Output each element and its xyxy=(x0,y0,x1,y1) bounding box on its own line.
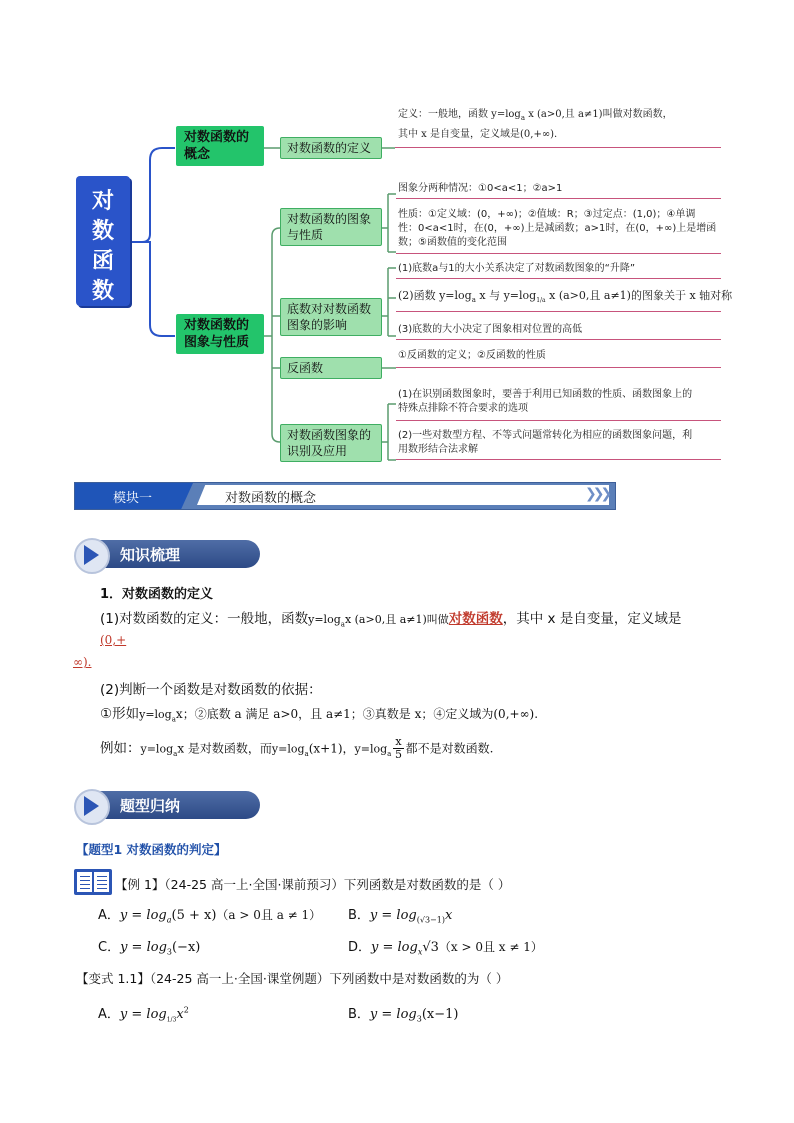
mindmap-root xyxy=(76,176,130,306)
opt-letter: C． xyxy=(98,940,121,955)
module-title: 对数函数的概念 xyxy=(225,491,317,506)
p4-frac-den: 5 xyxy=(394,748,402,761)
node-base-label-2: 图象的影响 xyxy=(287,318,348,332)
divider xyxy=(396,253,721,254)
module-bar xyxy=(74,482,616,510)
root-char-2: 数 xyxy=(91,219,114,244)
knowledge-p1-domain-b: ∞). xyxy=(73,655,92,669)
opt-letter: D． xyxy=(348,940,372,955)
opt-cond: （x > 0且 x ≠ 1） xyxy=(438,940,543,954)
divider xyxy=(396,420,721,421)
node-base-influence xyxy=(280,298,382,336)
p1-text-b: x (a>0,且 a≠1)叫做 xyxy=(344,613,449,626)
p4-sub1: a xyxy=(173,750,178,759)
branch-graph-property xyxy=(176,314,264,354)
node-base-label-1: 底数对对数函数 xyxy=(287,302,372,316)
p4-text-b: x 是对数函数，而 xyxy=(177,741,272,756)
play-icon xyxy=(74,789,110,825)
p4-fn2: y=log xyxy=(271,742,305,756)
ex1-option-d[interactable] xyxy=(348,936,543,957)
opt-arg: √3 xyxy=(422,940,439,955)
p4-text-d: 都不是对数函数. xyxy=(405,741,494,756)
note-property-3: 数；⑤函数值的变化范围 xyxy=(398,237,507,248)
divider xyxy=(396,459,721,460)
knowledge-p3 xyxy=(100,702,538,724)
divider xyxy=(396,311,721,312)
opt-sub: x xyxy=(417,947,423,957)
p3-text-b: x；②底数 a 满足 a>0，且 a≠1；③真数是 x；④定义域为(0,+∞). xyxy=(175,707,539,721)
node-inverse-label: 反函数 xyxy=(287,361,324,375)
opt-arg: x xyxy=(176,1007,184,1022)
branch-graph-line1: 对数函数的 xyxy=(184,318,250,333)
example1-stem: 【例 1】（24-25 高一上·全国·课前预习）下列函数是对数函数的是（ ） xyxy=(115,877,511,892)
note-base-2-sub2: 1/a xyxy=(536,297,546,305)
note-base-1: (1)底数a与1的大小关系决定了对数函数图象的“升降” xyxy=(398,263,636,274)
knowledge-p1 xyxy=(100,607,681,629)
p4-sub2: a xyxy=(304,750,309,759)
variant1-stem: 【变式 1.1】（24-25 高一上·全国·课堂例题）下列函数中是对数函数的为（ ） xyxy=(76,971,509,986)
p1-sub: a xyxy=(340,620,345,629)
ex1-option-c[interactable] xyxy=(98,936,200,957)
note-property-1: 性质：①定义域：(0，+∞)；②值域：R；③过定点：(1,0)；④单调 xyxy=(398,209,696,220)
section-knowledge-title: 知识梳理 xyxy=(120,546,181,564)
knowledge-p1-domain-a: (0,+ xyxy=(100,633,127,647)
section-types-title: 题型归纳 xyxy=(120,797,181,815)
p1-text-c: ，其中 x 是自变量，定义域是 xyxy=(502,611,682,627)
divider xyxy=(396,367,721,368)
note-inverse: ①反函数的定义；②反函数的性质 xyxy=(398,350,546,361)
opt-sub: (√3−1) xyxy=(416,915,445,925)
opt-arg: (−x) xyxy=(171,940,201,955)
branch-concept-line1: 对数函数的 xyxy=(184,130,250,145)
p4-text-a: 例如： xyxy=(100,740,141,757)
section-knowledge-header xyxy=(74,538,260,570)
book-icon xyxy=(74,867,112,897)
opt-eq: y = log xyxy=(371,940,418,955)
type1-title: 【题型1 对数函数的判定】 xyxy=(76,842,227,857)
note-def-text: 定义：一般地，函数 y=log xyxy=(398,109,521,120)
divider xyxy=(396,278,721,279)
var1-option-b[interactable] xyxy=(348,1003,458,1024)
note-base-2c: x (a>0,且 a≠1)的图象关于 x 轴对称 xyxy=(545,289,733,302)
note-base-3: (3)底数的大小决定了图象相对位置的高低 xyxy=(398,324,583,335)
opt-arg: (5 + x) xyxy=(171,908,217,923)
node-recognition xyxy=(280,424,382,462)
p4-fraction xyxy=(393,736,403,761)
opt-letter: B． xyxy=(348,908,370,923)
note-graph-cases: 图象分两种情况：①0<a<1；②a>1 xyxy=(398,183,563,194)
knowledge-p4 xyxy=(100,736,493,761)
p4-fn3: y=log xyxy=(354,742,388,756)
note-recog-3: (2)一些对数型方程、不等式问题常转化为相应的函数图象问题，利 xyxy=(398,430,693,441)
chevrons-icon: ❯❯❯ xyxy=(585,486,609,502)
root-char-3: 函 xyxy=(91,249,114,274)
var1-option-a[interactable] xyxy=(98,1003,189,1024)
note-definition-1 xyxy=(398,107,673,126)
root-char-1: 对 xyxy=(91,189,114,214)
opt-sub: 1/3 xyxy=(166,1016,177,1024)
opt-letter: B． xyxy=(348,1007,370,1022)
divider xyxy=(396,339,721,340)
note-base-2a: (2)函数 y=log xyxy=(398,289,472,302)
node-recog-label-2: 识别及应用 xyxy=(287,444,348,458)
note-def-sub: a xyxy=(520,114,526,122)
play-icon xyxy=(74,538,110,574)
opt-letter: A． xyxy=(98,1007,120,1022)
ex1-option-a[interactable] xyxy=(98,904,321,925)
opt-eq: y = log xyxy=(119,908,167,923)
node-definition-label: 对数函数的定义 xyxy=(287,141,372,155)
note-definition-2: 其中 x 是自变量，定义域是(0,+∞). xyxy=(398,129,558,140)
opt-sub: a xyxy=(166,915,172,925)
opt-eq: y = log xyxy=(369,1007,417,1022)
p1-fn: y=log xyxy=(308,613,341,626)
note-base-2-sub1: a xyxy=(471,296,476,305)
opt-arg: x xyxy=(444,908,453,923)
knowledge-heading: 1．对数函数的定义 xyxy=(100,587,214,602)
opt-arg: (x−1) xyxy=(421,1007,459,1022)
note-property-2: 性：0<a<1时，在(0，+∞)上是减函数；a>1时，在(0，+∞)上是增函 xyxy=(398,223,717,234)
branch-concept xyxy=(176,126,264,166)
node-graph-label-1: 对数函数的图象 xyxy=(287,212,372,226)
p4-frac-num: x xyxy=(395,735,402,748)
note-base-2 xyxy=(398,288,732,308)
node-recog-label-1: 对数函数图象的 xyxy=(287,428,372,442)
p1-text-a: (1)对数函数的定义：一般地，函数 xyxy=(100,611,309,627)
opt-eq: y = log xyxy=(119,1007,167,1022)
opt-eq: y = log xyxy=(369,908,417,923)
note-recog-1: (1)在识别函数图象时，要善于利用已知函数的性质、函数图象上的 xyxy=(398,389,693,400)
p4-sub3: a xyxy=(387,750,392,759)
p4-text-c: (x+1)， xyxy=(308,741,355,756)
opt-sup: 2 xyxy=(183,1005,189,1015)
node-graph-label-2: 与性质 xyxy=(287,228,324,242)
note-recog-2: 特殊点排除不符合要求的选项 xyxy=(398,403,528,414)
p3-text-a: ①形如 xyxy=(100,706,140,722)
knowledge-p2: (2)判断一个函数是对数函数的依据： xyxy=(100,682,322,698)
node-definition xyxy=(280,137,382,159)
opt-letter: A． xyxy=(98,908,120,923)
note-def-tail: x (a>0,且 a≠1)叫做对数函数， xyxy=(525,109,673,120)
divider xyxy=(395,147,721,148)
node-inverse xyxy=(280,357,382,379)
node-graph-property xyxy=(280,208,382,246)
module-tag: 模块一 xyxy=(113,491,153,506)
ex1-option-b[interactable] xyxy=(348,904,452,925)
opt-sub: 3 xyxy=(166,947,172,957)
p3-sub: a xyxy=(171,715,176,724)
opt-cond: （a > 0且 a ≠ 1） xyxy=(216,908,322,922)
p1-term: 对数函数 xyxy=(448,611,503,627)
p3-fn: y=log xyxy=(139,708,172,721)
branch-concept-line2: 概念 xyxy=(184,147,211,162)
note-base-2b: x 与 y=log xyxy=(475,289,537,302)
branch-graph-line2: 图象与性质 xyxy=(184,335,250,350)
opt-eq: y = log xyxy=(120,940,167,955)
section-types-header xyxy=(74,789,260,821)
root-char-4: 数 xyxy=(91,279,114,304)
note-recog-4: 用数形结合法求解 xyxy=(398,444,478,455)
p4-fn1: y=log xyxy=(140,742,174,756)
opt-sub: 3 xyxy=(416,1014,422,1024)
divider xyxy=(396,198,721,199)
